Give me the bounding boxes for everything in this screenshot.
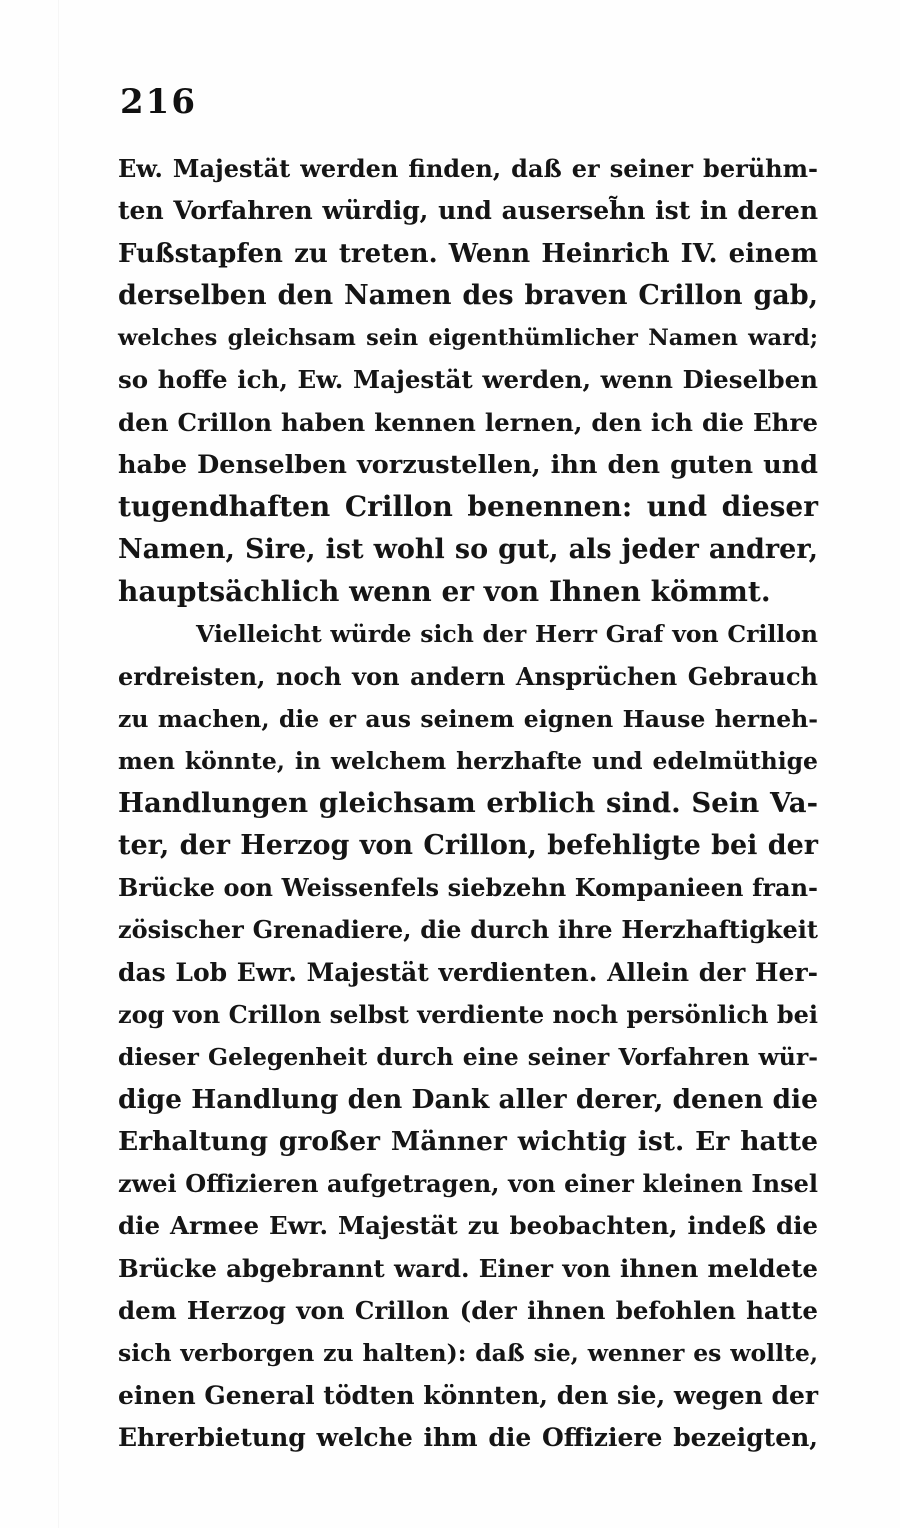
text-line: Erhaltung großer Männer wichtig ist. Er hatte: [118, 1125, 818, 1157]
page-number: 216: [120, 82, 197, 122]
text-line: Namen, Sire, ist wohl so gut, als jeder andrer,: [118, 533, 818, 565]
text-line: den Crillon haben kennen lernen, den ich die Ehre: [118, 407, 818, 437]
body-text: [118, 148, 818, 1459]
text-line: Handlungen gleichsam erblich sind. Sein Va-: [118, 787, 818, 820]
text-line: dieser Gelegenheit durch eine seiner Vorfahren wür-: [118, 1043, 818, 1072]
text-line: Brücke oon Weissenfels siebzehn Kompanieen fran-: [118, 873, 818, 903]
text-line: tugendhaften Crillon benennen: und dieser: [118, 490, 818, 524]
text-line: die Armee Ewr. Majestät zu beobachten, indeß die: [118, 1211, 818, 1241]
text-line: ten Vorfahren würdig, und auserseh̃n ist in deren: [118, 196, 818, 226]
text-line: Fußstapfen zu treten. Wenn Heinrich IV. einem: [118, 238, 818, 269]
text-line: dige Handlung den Dank aller derer, denen die: [118, 1083, 818, 1115]
text-line: Ehrerbietung welche ihm die Offiziere bezeigten,: [118, 1422, 818, 1452]
text-line: Brücke abgebrannt ward. Einer von ihnen meldete: [118, 1253, 818, 1283]
text-line: zwei Offizieren aufgetragen, von einer kleinen Insel: [118, 1169, 818, 1199]
text-line: Ew. Majestät werden finden, daß er seiner berühm-: [118, 154, 818, 183]
text-line: hauptsächlich wenn er von Ihnen kömmt.: [118, 574, 771, 608]
text-line: so hoffe ich, Ew. Majestät werden, wenn Dieselben: [118, 365, 818, 395]
text-line: zu machen, die er aus seinem eignen Hause herneh-: [118, 704, 818, 733]
text-line: derselben den Namen des braven Crillon gab,: [118, 279, 818, 311]
text-line: Vielleicht würde sich der Herr Graf von Crillon: [196, 620, 818, 649]
text-line: zösischer Grenadiere, die durch ihre Herzhaftigkeit: [118, 915, 818, 945]
text-line: habe Denselben vorzustellen, ihn den guten und: [118, 450, 818, 481]
text-line: sich verborgen zu halten): daß sie, wenner es wollte,: [118, 1339, 818, 1368]
text-line: welches gleichsam sein eigenthümlicher Namen ward;: [118, 325, 818, 352]
text-line: erdreisten, noch von andern Ansprüchen Gebrauch: [118, 661, 818, 691]
text-line: das Lob Ewr. Majestät verdienten. Allein der Her-: [118, 957, 818, 987]
text-line: men könnte, in welchem herzhafte und edelmüthige: [118, 747, 818, 776]
text-line: dem Herzog von Crillon (der ihnen befohlen hatte: [118, 1296, 818, 1326]
text-line: zog von Crillon selbst verdiente noch persönlich bei: [118, 999, 818, 1029]
text-line: ter, der Herzog von Crillon, befehligte bei der: [118, 829, 818, 861]
text-line: einen General tödten könnten, den sie, wegen der: [118, 1380, 819, 1410]
page-gutter-shadow: [58, 0, 59, 1528]
